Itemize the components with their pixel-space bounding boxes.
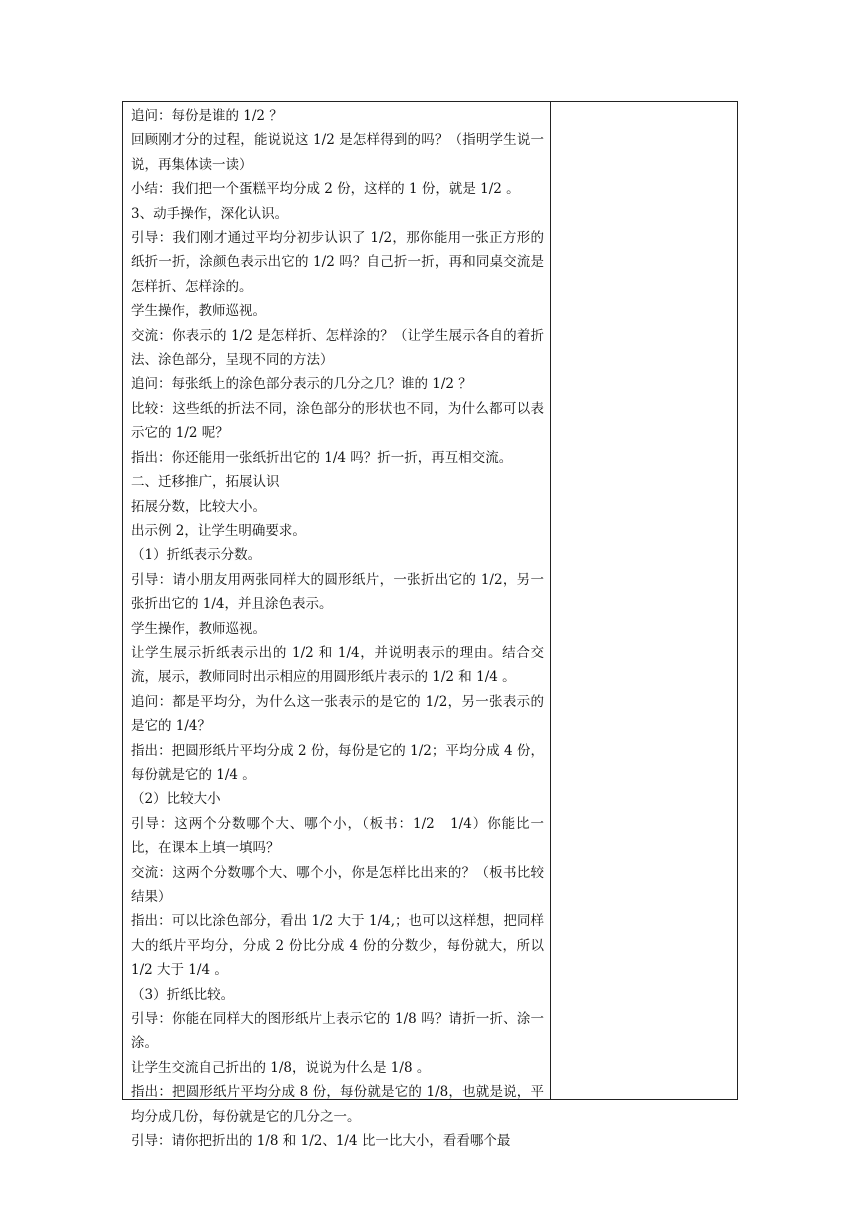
text-line: 交流：这两个分数哪个大、哪个小，你是怎样比出来的？（板书比较结果）: [131, 864, 544, 905]
text-line: 交流：你表示的 1/2 是怎样折、怎样涂的？（让学生展示各自的着折法、涂色部分，呈现不同的方法）: [131, 327, 544, 369]
text-line: 引导：我们刚才通过平均分初步认识了 1/2，那你能用一张正方形的纸折一折，涂颜色表示出它的 1/2 吗？自己折一折，再和同桌交流是怎样折、怎样涂的。: [131, 230, 544, 295]
text-line: 追问：每份是谁的 1/2 ？: [131, 108, 283, 124]
text-line: 3、动手操作，深化认识。: [131, 205, 289, 222]
text-line: 学生操作，教师巡视。: [131, 303, 266, 320]
text-line: 指出：把圆形纸片平均分成 2 份，每份是它的 1/2；平均分成 4 份，每份就是它的 1/4 。: [131, 742, 544, 783]
text-line: 引导：这两个分数哪个大、哪个小，（板书：1/2 1/4）你能比一比，在课本上填一填吗？: [131, 815, 544, 857]
text-line: 比较：这些纸的折法不同，涂色部分的形状也不同，为什么都可以表示它的 1/2 呢？: [131, 400, 544, 442]
text-line: 小结：我们把一个蛋糕平均分成 2 份，这样的 1 份，就是 1/2 。: [131, 181, 520, 198]
text-line: 引导：请小朋友用两张同样大的圆形纸片，一张折出它的 1/2，另一张折出它的 1/4，并且涂色表示。: [131, 571, 544, 613]
text-line: 追问：都是平均分，为什么这一张表示的是它的 1/2，另一张表示的是它的 1/4？: [131, 693, 544, 735]
side-notes-cell: [551, 102, 738, 1100]
text-line: 让学生展示折纸表示出的 1/2 和 1/4，并说明表示的理由。结合交流，展示，教师同时出示相应的用圆形纸片表示的 1/2 和 1/4 。: [131, 644, 544, 686]
section-heading: 二、迁移推广，拓展认识: [131, 474, 280, 491]
text-line: （2）比较大小: [131, 791, 221, 808]
text-line: 学生操作，教师巡视。: [131, 620, 266, 637]
lesson-plan-table: [122, 101, 738, 1150]
text-line: 引导：请你把折出的 1/8 和 1/2、1/4 比一比大小，看看哪个最: [131, 1133, 511, 1150]
lesson-text: [123, 102, 550, 1150]
text-line: 指出：把圆形纸片平均分成 8 份，每份就是它的 1/8，也就是说，平均分成几份，每份就是它的几分之一。: [131, 1084, 544, 1125]
text-line: 拓展分数，比较大小。: [131, 498, 266, 515]
text-line: 追问：每张纸上的涂色部分表示的几分之几？谁的 1/2 ？: [131, 376, 472, 393]
text-line: 引导：你能在同样大的图形纸片上表示它的 1/8 吗？请折一折、涂一涂。: [131, 1011, 544, 1052]
text-line: （1）折纸表示分数。: [131, 547, 262, 564]
text-line: 出示例 2，让学生明确要求。: [131, 522, 306, 539]
text-line: 指出：你还能用一张纸折出它的 1/4 吗？折一折，再互相交流。: [131, 449, 513, 466]
table-row: [123, 102, 738, 1100]
text-line: （3）折纸比较。: [131, 986, 235, 1003]
text-line: 指出：可以比涂色部分，看出 1/2 大于 1/4,；也可以这样想，把同样大的纸片平均分，分成 2 份比分成 4 份的分数少，每份就大，所以 1/2 大于 1/4 。: [131, 913, 544, 979]
text-line: 让学生交流自己折出的 1/8，说说为什么是 1/8 。: [131, 1059, 431, 1076]
main-content-cell: [123, 102, 551, 1150]
text-line: 回顾刚才分的过程，能说说这 1/2 是怎样得到的吗？（指明学生说一说，再集体读一读）: [131, 132, 544, 173]
